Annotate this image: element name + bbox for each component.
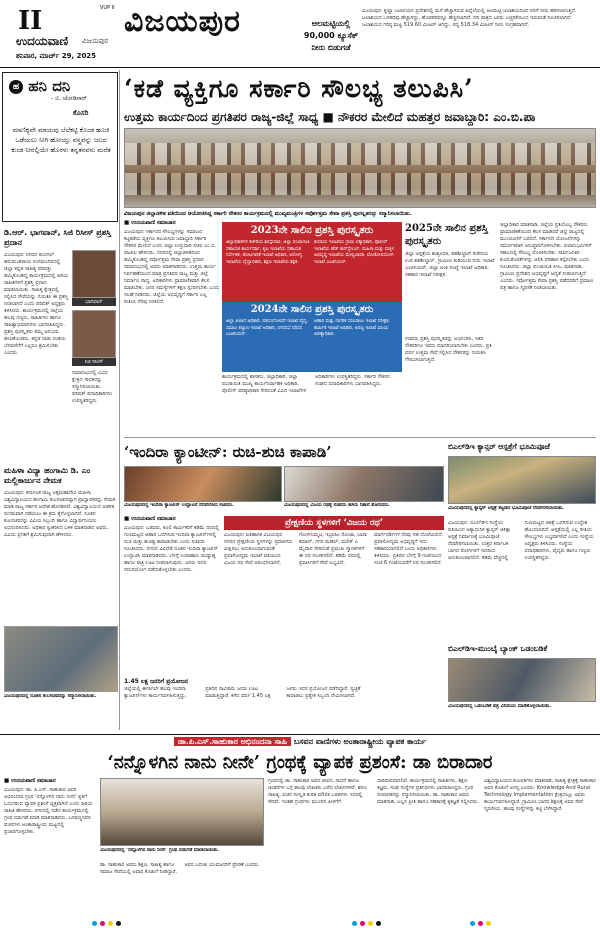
lead-photo: [124, 128, 596, 208]
print-registration-marks: [0, 920, 600, 928]
canteen-headline: ‘ಇಂದಿರಾ ಕ್ಯಾಂಟೀನ್: ರುಚಿ-ಶುಚಿ ಕಾಪಾಡಿ’: [124, 443, 332, 461]
registration-dot: [108, 921, 113, 926]
registration-dot: [470, 921, 475, 926]
bhoomi-pooja-column: [448, 520, 596, 640]
vijaya-ratha-column: [224, 532, 444, 676]
mahila-story-caption: ವಿಜಯಪುರದಲ್ಲಿ ನೂತನ ಕುಲಸಚಿವರನ್ನು ಸನ್ಮಾನಿಸಲಾಯಿತು.: [4, 694, 97, 699]
bhoomi-pooja-headline: ಬಿಎಲ್‌ಡಿಇ ಕ್ಯಾನ್ಸರ್ ಆಸ್ಪತ್ರೆಗೆ ಭೂಮಿಪೂಜೆ: [448, 442, 550, 451]
photo-crowd-row: [125, 173, 595, 195]
lead-body-c: ಸಚಿವರು ಪ್ರಶಸ್ತಿ ಪುರಸ್ಕೃತರನ್ನು ಅಭಿನಂದಿಸಿ, ಇತರ ನೌಕರರಿಗೂ ಇವರು ಮಾದರಿಯಾಗಬೇಕು ಎಂದರು. ಪ್ರತಿ ವರ್ಷ ಉತ್ತಮ ಸೇವೆ ಸಲ್ಲಿಸಿದ ನೌಕರರನ್ನು ಗುರುತಿಸಿ ಗೌರವಿಸಲಾಗುತ್ತಿದೆ.: [405, 336, 492, 363]
registration-dot: [478, 921, 483, 926]
bureau-line: ■ ಉದಯವಾಣಿ ಸಮಾಚಾರ: [4, 778, 56, 784]
lead-column-b: [222, 374, 402, 430]
canteen-lower-body: ಜಿಲ್ಲೆಯಲ್ಲಿ ಈಗಾಗಲೇ ಹಲವು ಇಂದಿರಾ ಕ್ಯಾಂಟೀನ್‌ಗಳು ಕಾರ್ಯನಿರ್ವಹಿಸುತ್ತಿದ್ದು, ಪ್ರತಿದಿನ ಸಾವಿರಾರು ಜನರು ಊಟ ಮಾಡುತ್ತಿದ್ದಾರೆ. ಕಳೆದ ವರ್ಷ 1.45 ಲಕ್ಷ ಜನರು ಇದರ ಪ್ರಯೋಜನ ಪಡೆದಿದ್ದಾರೆ. ಸ್ವಚ್ಛತೆ ಕಾಪಾಡಲು ಪ್ರತ್ಯೇಕ ಸಿಬ್ಬಂದಿ ನೇಮಿಸಲಾಗಿದೆ.: [124, 686, 361, 699]
bottom-body-2: ಗ್ರಂಥದಲ್ಲಿ ಡಾ. ಸಾಹುಕಾರ ಅವರ ಜೀವನ, ಸಾಧನೆ ಹಾಗೂ ಚಿಂತನೆಗಳ ಬಗ್ಗೆ ಹಲವು ಲೇಖಕರು ಬರೆದ ಲೇಖನಗಳಿವೆ. ಶರಣ ಸಾಹಿತ್ಯ, ವಚನ ಸಂಸ್ಕೃತಿ ಕುರಿತ ಮೌಲಿಕ ಬರಹಗಳು ಇದರಲ್ಲಿ ಸೇರಿವೆ. ಇಂತಹ ಗ್ರಂಥಗಳು ಮುಂದಿನ ಪೀಳಿಗೆಗೆ ದಾರಿದೀಪವಾಗಲಿವೆ. ಕಾರ್ಯಕ್ರಮದಲ್ಲಿ ಸಾಹಿತಿಗಳು, ಶಿಕ್ಷಣ ತಜ್ಞರು, ಸಂಘ ಸಂಸ್ಥೆಗಳ ಪ್ರತಿನಿಧಿಗಳು ಭಾಗವಹಿಸಿದ್ದರು. ಗ್ರಂಥ ಸಂಪಾದಕರನ್ನು ಸನ್ಮಾನಿಸಲಾಯಿತು. ಡಾ. ಸಾಹುಕಾರ ಅವರು ಮಾತನಾಡಿ, ಎಲ್ಲರ ಪ್ರೀತಿ ಹಾಗೂ ಸಹಕಾರಕ್ಕೆ ಕೃತಜ್ಞತೆ ಸಲ್ಲಿಸಿದರು.: [268, 778, 479, 805]
portrait-photo: [72, 250, 116, 298]
lead-column-a: [124, 220, 220, 442]
bottom-column-2: [268, 778, 480, 918]
strap-label: ಡಾ.ಪಿ.ಎಸ್‌.ಸಾಹುಕಾರ ಅಭಿನಂದನಾ ಸಾಹಿ: [174, 737, 291, 746]
award-2023-list: ಜಿಲ್ಲಾಧಿಕಾರಿಗಳ ಕಚೇರಿಯ ಶಿರಸ್ತೇದಾರ, ಜಿಲ್ಲಾ ಪಂಚಾಯಿತಿ ಸಹಾಯಕ ಕಾರ್ಯದರ್ಶಿ, ಕೃಷಿ ಇಲಾಖೆಯ ಸಹಾಯಕ ನಿರ್ದೇಶಕ, ತೋಟಗಾರಿಕೆ ಇಲಾಖೆ ಅಧಿಕಾರಿ, ಆರೋಗ್ಯ ಇಲಾಖೆಯ ವೈದ್ಯಾಧಿಕಾರಿ, ಶಿಕ್ಷಣ ಇಲಾಖೆಯ ಶಿಕ್ಷಕ.: [226, 240, 310, 265]
award-box-2025: [405, 222, 497, 334]
award-2023-title: 2023ನೇ ಸಾಲಿನ ಪ್ರಶಸ್ತಿ ಪುರಸ್ಕೃತರು: [250, 225, 374, 236]
bottom-column-3: [484, 778, 596, 918]
brief-headline: ಆಲಮಟ್ಟಿಯಲ್ಲಿ 90,000 ಕ್ಯೂಸೆಕ್ ನೀರು ಬಿಡುಗಡೆ: [303, 19, 359, 52]
bureau-line: ■ ಉದಯವಾಣಿ ಸಮಾಚಾರ: [124, 516, 176, 522]
award-2024-list: ಆಹಾರ ಮತ್ತು ನಾಗರಿಕ ಸರಬರಾಜು ಇಲಾಖೆ ನಿರೀಕ್ಷಕ, ಕಾರ್ಮಿಕ ಇಲಾಖೆ ಅಧಿಕಾರಿ, ಅರಣ್ಯ ಇಲಾಖೆ ವಲಯ ಅರಣ್ಯಾಧಿಕಾರಿ.: [314, 319, 390, 337]
brief-body: ವಿಜಯಪುರ: ಕೃಷ್ಣಾ ಜಲಾನಯನ ಪ್ರದೇಶದಲ್ಲಿ ಮಳೆ ಹೆಚ್ಚಾಗಿರುವ ಹಿನ್ನೆಲೆಯಲ್ಲಿ ಆಲಮಟ್ಟಿ ಜಲಾಶಯದಿಂದ ನದಿಗೆ ನೀರು ಹರಿಸಲಾಗುತ್ತಿದೆ. ಜಲಾಶಯದ ಒಳಹರಿವು ಹೆಚ್ಚಾಗಿದ್ದು, ಹೊರಹರಿವನ್ನೂ ಹೆಚ್ಚಿಸಲಾಗಿದೆ. ನದಿ ಪಾತ್ರದ ಜನರು ಎಚ್ಚರಿಕೆಯಿಂದ ಇರುವಂತೆ ಸೂಚಿಸಲಾಗಿದೆ. ಜಲಾಶಯದ ಗರಿಷ್ಠ ಮಟ್ಟ 519.60 ಮೀಟರ್ ಆಗಿದ್ದು, ಸದ್ಯ 518.34 ಮೀಟರ್ ನೀರು ಸಂಗ್ರಹವಾಗಿದೆ.: [362, 8, 577, 28]
section-divider: [124, 437, 596, 438]
registration-dot: [116, 921, 121, 926]
issue-date: ಶನಿವಾರ, ಮಾರ್ಚ್ 29, 2025: [16, 52, 97, 60]
mahila-story-photo: [4, 626, 118, 692]
bottom-strap: [0, 734, 600, 748]
bottom-body-3: ವಿಶ್ವವಿದ್ಯಾಲಯದ ಕುಲಪತಿಗಳು ಮಾತನಾಡಿ, ಸಾಹಿತ್ಯ ಕ್ಷೇತ್ರಕ್ಕೆ ಸಾಹುಕಾರ ಅವರ ಕೊಡುಗೆ ಅನನ್ಯ ಎಂದರು. Knowledge And Rural Technology Implementation ಕ್ಷೇತ್ರದಲ್ಲೂ ಅವರು ಕಾರ್ಯನಿರ್ವಹಿಸಿದ್ದಾರೆ. ಗ್ರಾಮೀಣ ಭಾಗದ ಶಿಕ್ಷಣಕ್ಕೆ ಅವರ ಸೇವೆ ಸ್ಮರಣೀಯ. ಹಲವು ಸಂಸ್ಥೆಗಳನ್ನು ಕಟ್ಟಿ ಬೆಳೆಸಿದ್ದಾರೆ.: [484, 778, 596, 812]
hani-dani-author: - ಬಿ. ಜೋಡಿಸಾರ್: [51, 95, 87, 102]
award-2024-title: 2024ನೇ ಸಾಲಿನ ಪ್ರಶಸ್ತಿ ಪುರಸ್ಕೃತರು: [250, 304, 374, 315]
mou-headline: ಬಿಎಲ್‌ಡಿಇ-ಮುಂಬೈ ಬ್ಯಾಂಕ್ ಒಡಂಬಡಿಕೆ: [448, 644, 548, 653]
strap-text: ಬಸವನ ವಾಣಿಗಳು ಅಂತಾರಾಷ್ಟ್ರೀಯ ವ್ಯಾಪಕ ಕಾರ್ಯ: [293, 737, 427, 746]
bhoomi-pooja-photo: [448, 456, 596, 504]
hani-dani-subhead: ಕೊಸರಿ: [73, 109, 89, 117]
mou-caption: ವಿಜಯಪುರದಲ್ಲಿ ಒಡಂಬಡಿಕೆ ಪತ್ರ ವಿನಿಮಯ ಮಾಡಿಕೊಳ್ಳಲಾಯಿತು.: [448, 704, 552, 709]
left-story-body: ವಿಜಯಪುರ: ನಗರದ ಕಂದಗಲ್ ಹನುಮಂತರಾಯ ರಂಗಮಂದಿರದಲ್ಲಿ ಜಿಲ್ಲಾ ಕನ್ನಡ ಸಾಹಿತ್ಯ ಪರಿಷತ್ತು ಹಮ್ಮಿಕೊಂಡಿದ್ದ ಕಾರ್ಯಕ್ರಮದಲ್ಲಿ ಹಿರಿಯ ಸಾಹಿತಿಗಳಿಗೆ ಪ್ರಶಸ್ತಿ ಪ್ರದಾನ ಮಾಡಲಾಯಿತು. ಸಾಹಿತ್ಯ ಕ್ಷೇತ್ರದಲ್ಲಿ ಸಲ್ಲಿಸಿದ ಸೇವೆಯನ್ನು ಗುರುತಿಸಿ ಈ ಪ್ರಶಸ್ತಿ ನೀಡಲಾಗಿದೆ ಎಂದು ಪರಿಷತ್ ಅಧ್ಯಕ್ಷರು ತಿಳಿಸಿದರು. ಕಾರ್ಯಕ್ರಮದಲ್ಲಿ ಜಿಲ್ಲೆಯ ಹಲವು ಗಣ್ಯರು, ಸಾಹಿತಿಗಳು ಹಾಗೂ ಸಾಹಿತ್ಯಾಭಿಮಾನಿಗಳು ಭಾಗವಹಿಸಿದ್ದರು. ಪ್ರಶಸ್ತಿ ಪುರಸ್ಕೃತರು ತಮ್ಮ ಅನುಭವ ಹಂಚಿಕೊಂಡರು. ಕನ್ನಡ ನಾಡು ನುಡಿಯ ಬೆಳವಣಿಗೆಗೆ ಎಲ್ಲರೂ ಶ್ರಮಿಸಬೇಕು ಎಂದರು.: [4, 252, 69, 356]
lead-column-c: [405, 336, 497, 436]
bureau-line: ■ ಉದಯವಾಣಿ ಸಮಾಚಾರ: [124, 220, 176, 226]
registration-dot: [360, 921, 365, 926]
award-2025-list: ಜಿಲ್ಲಾ ಆಸ್ಪತ್ರೆಯ ಶುಶ್ರೂಷಕಿ, ತಹಶೀಲ್ದಾರ್ ಕಚೇರಿಯ ಉಪ ತಹಶೀಲ್ದಾರ್, ಗ್ರಾಮೀಣ ಕುಡಿಯುವ ನೀರು ಇಲಾಖೆ ಎಂಜಿನಿಯರ್, ಜಿಲ್ಲಾ ಅಂಕಿ ಸಂಖ್ಯೆ ಇಲಾಖೆ ಅಧಿಕಾರಿ, ಸಹಕಾರ ಇಲಾಖೆ ನಿರೀಕ್ಷಕ.: [405, 251, 495, 278]
portrait-photo: [72, 310, 116, 358]
award-box-2024: [222, 302, 402, 372]
lead-headline: ‘ಕಡೆ ವ್ಯಕ್ತಿಗೂ ಸರ್ಕಾರಿ ಸೌಲಭ್ಯ ತಲುಪಿಸಿ’: [124, 74, 474, 103]
edition-code: VUP II: [100, 5, 115, 11]
hani-dani-logo-text: ಹನಿ ದನಿ: [28, 77, 71, 95]
mahila-story-headline: ಮಹಿಳಾ ವಿದ್ಯಾ ಹಂಗಾಮಿ ಡಿ. ಎಂ ಮಲ್ಲಿಕಾರ್ಜುನ ನೇಮಕ: [4, 466, 91, 485]
paper-name: ಉದಯವಾಣಿ: [16, 34, 69, 48]
registration-dot: [100, 921, 105, 926]
canteen-photo-caption: ವಿಜಯಪುರದಲ್ಲಿ ಇಂದಿರಾ ಕ್ಯಾಂಟೀನ್ ಉದ್ಘಾಟನೆ ನೆರವೇರಿಸಿದ ಸಚಿವರು.: [124, 503, 234, 508]
hani-dani-box: [2, 72, 118, 222]
mahila-story-body: ವಿಜಯಪುರ: ಕರ್ನಾಟಕ ರಾಜ್ಯ ಅಕ್ಕಮಹಾದೇವಿ ಮಹಿಳಾ ವಿಶ್ವವಿದ್ಯಾಲಯದ ಹಂಗಾಮಿ ಕುಲಸಚಿವರನ್ನಾಗಿ ಪ್ರಾಧ್ಯಾಪಕರನ್ನು ನೇಮಕ ಮಾಡಿ ರಾಜ್ಯ ಸರ್ಕಾರ ಆದೇಶ ಹೊರಡಿಸಿದೆ. ವಿಶ್ವವಿದ್ಯಾಲಯದ ಆಡಳಿತ ಸುಗಮವಾಗಿ ನಡೆಯಲು ಈ ಕ್ರಮ ಕೈಗೊಳ್ಳಲಾಗಿದೆ. ನೂತನ ಕುಲಸಚಿವರನ್ನು ವಿವಿಯ ಸಿಬ್ಬಂದಿ ಹಾಗೂ ವಿದ್ಯಾರ್ಥಿನಿಯರು ಅಭಿನಂದಿಸಿದರು. ಅಧಿಕಾರ ಸ್ವೀಕರಿಸಿದ ಬಳಿಕ ಮಾತನಾಡಿದ ಅವರು, ವಿವಿಯ ಪ್ರಗತಿಗೆ ಶ್ರಮಿಸುವುದಾಗಿ ಹೇಳಿದರು.: [4, 490, 116, 538]
bottom-column-under-photo: [100, 862, 264, 918]
bottom-body-1: ವಿಜಯಪುರ: ಡಾ. ಪಿ.ಎಸ್. ಸಾಹುಕಾರ ಅವರ ಅಭಿನಂದನಾ ಗ್ರಂಥ ‘ನನ್ನೊಳಗಿನ ನಾನು ನೀನೇ’ ಕೃತಿಗೆ ಓದುಗರಿಂದ ವ್ಯಾಪಕ ಪ್ರಶಂಸೆ ವ್ಯಕ್ತವಾಗಿದೆ ಎಂದು ಹಿರಿಯ ಸಾಹಿತಿ ಹೇಳಿದರು. ನಗರದಲ್ಲಿ ನಡೆದ ಕಾರ್ಯಕ್ರಮದಲ್ಲಿ ಗ್ರಂಥ ಬಿಡುಗಡೆ ಮಾಡಿ ಮಾತನಾಡಿದರು. ಬಸವಣ್ಣನವರ ವಚನಗಳು ಅಂತಾರಾಷ್ಟ್ರೀಯ ಮಟ್ಟದಲ್ಲಿ ಪ್ರಚಾರಗೊಳ್ಳಬೇಕು.: [4, 787, 93, 835]
paper-city: ವಿಜಯಪುರ: [82, 37, 109, 45]
lead-body-a: ವಿಜಯಪುರ: ಸರ್ಕಾರದ ಸೌಲಭ್ಯಗಳನ್ನು ಸಮಾಜದ ಕಟ್ಟಕಡೆಯ ವ್ಯಕ್ತಿಗೂ ತಲುಪಿಸುವ ಜವಾಬ್ದಾರಿ ಸರ್ಕಾರಿ ನೌಕರರ ಮೇಲಿದೆ ಎಂದು ಜಿಲ್ಲಾ ಉಸ್ತುವಾರಿ ಸಚಿವ ಎಂ.ಬಿ. ಪಾಟೀಲ ಹೇಳಿದರು. ನಗರದಲ್ಲಿ ಜಿಲ್ಲಾಡಳಿತದಿಂದ ಹಮ್ಮಿಕೊಂಡಿದ್ದ ಸರ್ವೋತ್ತಮ ಸೇವಾ ಪ್ರಶಸ್ತಿ ಪ್ರದಾನ ಸಮಾರಂಭದಲ್ಲಿ ಅವರು ಮಾತನಾಡಿದರು. ಉತ್ತಮ ಕಾರ್ಯ ನಿರ್ವಹಣೆಯಿಂದ ಮಾತ್ರ ಪ್ರಗತಿಪರ ರಾಜ್ಯ ಮತ್ತು ಜಿಲ್ಲೆ ನಿರ್ಮಾಣ ಸಾಧ್ಯ. ಅಧಿಕಾರಿಗಳು ಪ್ರಾಮಾಣಿಕವಾಗಿ ಕೆಲಸ ಮಾಡಬೇಕು. ಜನರ ಸಮಸ್ಯೆಗಳಿಗೆ ತಕ್ಷಣ ಸ್ಪಂದಿಸಬೇಕು ಎಂದು ಸಲಹೆ ನೀಡಿದರು. ಜಿಲ್ಲೆಯ ಅಭಿವೃದ್ಧಿಗೆ ಸರ್ಕಾರ ಎಲ್ಲ ರೀತಿಯ ನೆರವು ನೀಡಲಿದೆ.: [124, 229, 220, 305]
portrait-caption: ಭಾಗವಾನ್: [72, 298, 116, 306]
award-2023-list: ಕಂದಾಯ ಇಲಾಖೆಯ ಗ್ರಾಮ ಲೆಕ್ಕಾಧಿಕಾರಿ, ಪೊಲೀಸ್ ಇಲಾಖೆಯ ಹೆಡ್ ಕಾನ್‌ಸ್ಟೇಬಲ್, ಮಹಿಳಾ ಮತ್ತು ಮಕ್ಕಳ ಅಭಿವೃದ್ಧಿ ಇಲಾಖೆಯ ಮೇಲ್ವಿಚಾರಕಿ, ಲೋಕೋಪಯೋಗಿ ಇಲಾಖೆ ಎಂಜಿನಿಯರ್.: [314, 240, 395, 265]
award-2025-title: 2025ನೇ ಸಾಲಿನ ಪ್ರಶಸ್ತಿ ಪುರಸ್ಕೃತರು: [405, 223, 488, 247]
canteen-lower-column: [124, 686, 444, 730]
canteen-photo: [124, 466, 282, 502]
vijaya-ratha-banner: ಪ್ರೇಕ್ಷಣಿಯ ಸ್ಥಳಗಳಿಗೆ ‘ವಿಜಯ ರಥ’: [224, 516, 444, 530]
lead-subhead: ಉತ್ತಮ ಕಾರ್ಯದಿಂದ ಪ್ರಗತಿಪರ ರಾಜ್ಯ-ಜಿಲ್ಲೆ ಸಾಧ್ಯ ■ ನೌಕರರ ಮೇಲಿದೆ ಮಹತ್ತರ ಜವಾಬ್ದಾರಿ: ಎಂ.ಬಿ.ಪಾ: [124, 110, 536, 124]
mou-photo: [448, 658, 596, 702]
bottom-headline: ‘ನನ್ನೊಳಗಿನ ನಾನು ನೀನೇ’ ಗ್ರಂಥಕ್ಕೆ ವ್ಯಾಪಕ ಪ್ರಶಂಸೆ: ಡಾ ಬಿರಾದಾರ: [107, 752, 493, 773]
award-2024-list: ಜಿಲ್ಲಾ ಖಜಾನೆ ಅಧಿಕಾರಿ, ಪಶುಸಂಗೋಪನೆ ಇಲಾಖೆ ವೈದ್ಯ, ಸಮಾಜ ಕಲ್ಯಾಣ ಇಲಾಖೆ ಅಧಿಕಾರಿ, ನಗರಸಭೆ ಪರಿಸರ ಎಂಜಿನಿಯರ್.: [226, 319, 308, 337]
registration-dot: [376, 921, 381, 926]
vijaya-ratha-caption: ವಿಜಯಪುರದಲ್ಲಿ ವಿಜಯ ರಥಕ್ಕೆ ಸಚಿವರು ಹಸಿರು ನಿಶಾನೆ ತೋರಿದರು.: [284, 503, 390, 508]
award-box-2023: [222, 222, 402, 302]
hani-dani-logo: [9, 77, 70, 95]
book-release-caption: ವಿಜಯಪುರದಲ್ಲಿ ‘ನನ್ನೊಳಗಿನ ನಾನು ನೀನೇ’ ಗ್ರಂಥ ಬಿಡುಗಡೆ ಮಾಡಲಾಯಿತು.: [100, 848, 220, 853]
masthead: [0, 0, 600, 68]
lead-body-d: ಜಿಲ್ಲಾಧಿಕಾರಿ ಮಾತನಾಡಿ, ಜಿಲ್ಲೆಯ ಪ್ರತಿಯೊಬ್ಬ ನೌಕರರು ಪ್ರಾಮಾಣಿಕತೆಯಿಂದ ಕೆಲಸ ಮಾಡಿದರೆ ಜಿಲ್ಲೆ ರಾಜ್ಯದಲ್ಲಿ ಮುಂಚೂಣಿಗೆ ಬರಲಿದೆ. ಸರ್ಕಾರದ ಯೋಜನೆಗಳನ್ನು ಸಮರ್ಪಕವಾಗಿ ಅನುಷ್ಠಾನಗೊಳಿಸಬೇಕು. ಫಲಾನುಭವಿಗಳಿಗೆ ಸಕಾಲದಲ್ಲಿ ಸೌಲಭ್ಯ ದೊರಕಿಸಬೇಕು. ಸಾರ್ವಜನಿಕರ ಕುಂದುಕೊರತೆಗಳನ್ನು ಆಲಿಸಿ ಪರಿಹಾರ ಕಲ್ಪಿಸಬೇಕು ಎಂದು ಸೂಚಿಸಿದರು. ಜಿಲ್ಲಾ ಪಂಚಾಯಿತಿ ಸಿಇಒ ಮಾತನಾಡಿ, ಗ್ರಾಮೀಣ ಪ್ರದೇಶದ ಅಭಿವೃದ್ಧಿಗೆ ಆದ್ಯತೆ ನೀಡಲಾಗುತ್ತಿದೆ ಎಂದರು. ಸರ್ವೋತ್ತಮ ಸೇವಾ ಪ್ರಶಸ್ತಿ ಪಡೆದವರಿಗೆ ಪ್ರಮಾಣ ಪತ್ರ ಹಾಗೂ ಸ್ಮರಣಿಕೆ ನೀಡಲಾಯಿತು.: [500, 222, 594, 291]
canteen-body: ವಿಜಯಪುರ: ಬಡವರು, ಕೂಲಿ ಕಾರ್ಮಿಕರಿಗೆ ಕಡಿಮೆ ದರದಲ್ಲಿ ಗುಣಮಟ್ಟದ ಆಹಾರ ಒದಗಿಸುವ ಇಂದಿರಾ ಕ್ಯಾಂಟೀನ್‌ಗಳಲ್ಲಿ ರುಚಿ ಮತ್ತು ಶುಚಿತ್ವ ಕಾಪಾಡಬೇಕು ಎಂದು ಸಚಿವರು ಸೂಚಿಸಿದರು. ನಗರದ ವಿವಿಧೆಡೆ ನೂತನ ಇಂದಿರಾ ಕ್ಯಾಂಟೀನ್ ಉದ್ಘಾಟಿಸಿ ಮಾತನಾಡಿದರು. ಬೆಳಗ್ಗೆ ಉಪಾಹಾರ, ಮಧ್ಯಾಹ್ನ ಹಾಗೂ ರಾತ್ರಿ ಊಟ ನೀಡಲಾಗುವುದು. ಜನರು ಇದರ ಸದುಪಯೋಗ ಪಡೆದುಕೊಳ್ಳಬೇಕು ಎಂದರು.: [124, 525, 219, 573]
vijaya-ratha-body: ವಿಜಯಪುರ: ಐತಿಹಾಸಿಕ ವಿಜಯಪುರ ನಗರದ ಪ್ರೇಕ್ಷಣೀಯ ಸ್ಥಳಗಳನ್ನು ಪ್ರವಾಸಿಗರು ವೀಕ್ಷಿಸಲು ಅನುಕೂಲವಾಗುವಂತೆ ಪ್ರವಾಸೋದ್ಯಮ ಇಲಾಖೆ ವತಿಯಿಂದ ವಿಜಯ ರಥ ಸೇವೆ ಆರಂಭಿಸಲಾಗಿದೆ. ಗೋಳಗುಮ್ಮಟ, ಇಬ್ರಾಹಿಂ ರೋಜಾ, ಬಾರಾ ಕಮಾನ್, ಗಗನ ಮಹಲ್, ಮಲಿಕ್ ಎ ಮೈದಾನ ಸೇರಿದಂತೆ ಪ್ರಮುಖ ಸ್ಮಾರಕಗಳಿಗೆ ಈ ರಥ ಸಂಚರಿಸಲಿದೆ. ಕಡಿಮೆ ದರದಲ್ಲಿ ಪ್ರವಾಸಿಗರಿಗೆ ಸೇವೆ ಲಭ್ಯವಿದೆ. ಮಾರ್ಗದರ್ಶಿಗಳ ನೆರವು ಸಹ ದೊರೆಯಲಿದೆ. ಪ್ರವಾಸೋದ್ಯಮ ಅಭಿವೃದ್ಧಿಗೆ ಇದು ಸಹಕಾರಿಯಾಗಲಿದೆ ಎಂದು ಅಧಿಕಾರಿಗಳು ತಿಳಿಸಿದರು. ಪ್ರತಿದಿನ ಬೆಳಗ್ಗೆ 9 ಗಂಟೆಯಿಂದ ಸಂಜೆ 6 ಗಂಟೆಯವರೆಗೆ ರಥ ಸಂಚರಿಸಲಿದೆ.: [224, 532, 444, 566]
left-story-headline: ಡಿ.ಆರ್. ಭಾಗವಾನ್‌, ಸಿಜಿ ರಿಸೀಸ್ ಪ್ರಶಸ್ತಿ ಪ್ರದಾನ: [4, 228, 112, 247]
bottom-column-1: [4, 778, 96, 918]
portrait-caption: ಸಿಜಿ ರಿಸೀಸ್: [72, 358, 116, 366]
canteen-subhead: 1.45 ಲಕ್ಷ ಜನರಿಗೆ ಪ್ರಯೋಜನ: [124, 678, 189, 685]
left-column: [0, 70, 120, 730]
book-release-photo: [100, 778, 264, 846]
bottom-body-under: ಡಾ. ಸಾಹುಕಾರ ಅವರು ಶಿಕ್ಷಣ, ಸಾಹಿತ್ಯ ಹಾಗೂ ಸಮಾಜ ಸೇವೆಯಲ್ಲಿ ಅಪಾರ ಕೊಡುಗೆ ನೀಡಿದ್ದಾರೆ. ಅವರ ಬದುಕು ಯುವಜನರಿಗೆ ಪ್ರೇರಣೆ ಎಂದರು.: [100, 862, 260, 875]
vijaya-ratha-photo: [284, 466, 444, 502]
registration-dot: [352, 921, 357, 926]
page-number: II: [18, 6, 43, 36]
lead-column-d: [500, 222, 596, 436]
photo-crowd-row: [125, 143, 595, 165]
bhoomi-pooja-caption: ವಿಜಯಪುರದಲ್ಲಿ ಕ್ಯಾನ್ಸರ್ ಆಸ್ಪತ್ರೆ ಕಟ್ಟಡದ ಭೂಮಿಪೂಜೆ ನೆರವೇರಿಸಲಾಯಿತು.: [448, 506, 564, 511]
registration-dot: [486, 921, 491, 926]
hani-dani-poem: ಮಾಣಿಕ್ಯವೇ ಮಾಯವು ಬೆಲೆಕಟ್ಟಿ ಕೊಂಡ ಹೂಜಿ ಒಡೆಯಲು ನೀಗಿ ಹೋಯ್ತು ವಸ್ತ್ರವನ್ನು ಜಲದ ಕುಂಡ ನೀರಲ್ಲಿಯೇ ಹೊರಳು ತನ್ನತನವನು ಮರೆತ: [11, 126, 111, 154]
lead-body-b: ಕಾರ್ಯಕ್ರಮದಲ್ಲಿ ಶಾಸಕರು, ಜಿಲ್ಲಾಧಿಕಾರಿ, ಜಿಲ್ಲಾ ಪಂಚಾಯಿತಿ ಮುಖ್ಯ ಕಾರ್ಯನಿರ್ವಾಹಕ ಅಧಿಕಾರಿ, ಪೊಲೀಸ್ ವರಿಷ್ಠಾಧಿಕಾರಿ ಸೇರಿದಂತೆ ವಿವಿಧ ಇಲಾಖೆಗಳ ಅಧಿಕಾರಿಗಳು ಉಪಸ್ಥಿತರಿದ್ದರು. ಸರ್ಕಾರಿ ನೌಕರರ ಸಂಘದ ಪದಾಧಿಕಾರಿಗಳು ಭಾಗವಹಿಸಿದ್ದರು.: [222, 374, 390, 394]
registration-dot: [92, 921, 97, 926]
lead-photo-caption: ವಿಜಯಪುರ ಜಿಲ್ಲಾಡಳಿತ ವತಿಯಿಂದ ಆಯೋಜಿಸಿದ್ದ ಸರ್ಕಾರಿ ನೌಕರರ ಕಾರ್ಯಕ್ರಮದಲ್ಲಿ ಮುಖ್ಯಮಂತ್ರಿಗಳ ಸರ್ವೋತ್ತಮ ಸೇವಾ ಪ್ರಶಸ್ತಿ ಪುರಸ್ಕೃತರನ್ನು ಸನ್ಮಾನಿಸಲಾಯಿತು.: [124, 211, 412, 217]
bhoomi-pooja-body: ವಿಜಯಪುರ: ಬಿಎಲ್‌ಡಿಇ ಸಂಸ್ಥೆಯ ವತಿಯಿಂದ ಅತ್ಯಾಧುನಿಕ ಕ್ಯಾನ್ಸರ್ ಚಿಕಿತ್ಸಾ ಆಸ್ಪತ್ರೆ ನಿರ್ಮಾಣಕ್ಕೆ ಭೂಮಿಪೂಜೆ ನೆರವೇರಿಸಲಾಯಿತು. ಉತ್ತರ ಕರ್ನಾಟಕ ಭಾಗದ ರೋಗಿಗಳಿಗೆ ಇದರಿಂದ ಅನುಕೂಲವಾಗಲಿದೆ. ಕಡಿಮೆ ವೆಚ್ಚದಲ್ಲಿ ಗುಣಮಟ್ಟದ ಚಿಕಿತ್ಸೆ ಒದಗಿಸುವ ಉದ್ದೇಶ ಹೊಂದಲಾಗಿದೆ. ಆಸ್ಪತ್ರೆಯಲ್ಲಿ ಎಲ್ಲ ರೀತಿಯ ಸೌಲಭ್ಯಗಳು ಲಭ್ಯವಾಗಲಿವೆ ಎಂದು ಸಂಸ್ಥೆಯ ಅಧ್ಯಕ್ಷರು ತಿಳಿಸಿದರು. ಸಂಸ್ಥೆಯ ಪದಾಧಿಕಾರಿಗಳು, ವೈದ್ಯರು ಹಾಗೂ ಗಣ್ಯರು ಉಪಸ್ಥಿತರಿದ್ದರು.: [448, 520, 594, 561]
hani-dani-logo-mark: ಹ: [9, 80, 23, 94]
section-title: ವಿಜಯಪುರ: [124, 4, 241, 39]
canteen-column: [124, 516, 220, 676]
registration-dot: [368, 921, 373, 926]
left-story-body-continued: ಸಮಾರಂಭದಲ್ಲಿ ವಿವಿಧ ಕ್ಷೇತ್ರದ ಸಾಧಕರನ್ನು ಸನ್ಮಾನಿಸಲಾಯಿತು. ಪರಿಷತ್ ಪದಾಧಿಕಾರಿಗಳು ಉಪಸ್ಥಿತರಿದ್ದರು.: [72, 370, 113, 404]
